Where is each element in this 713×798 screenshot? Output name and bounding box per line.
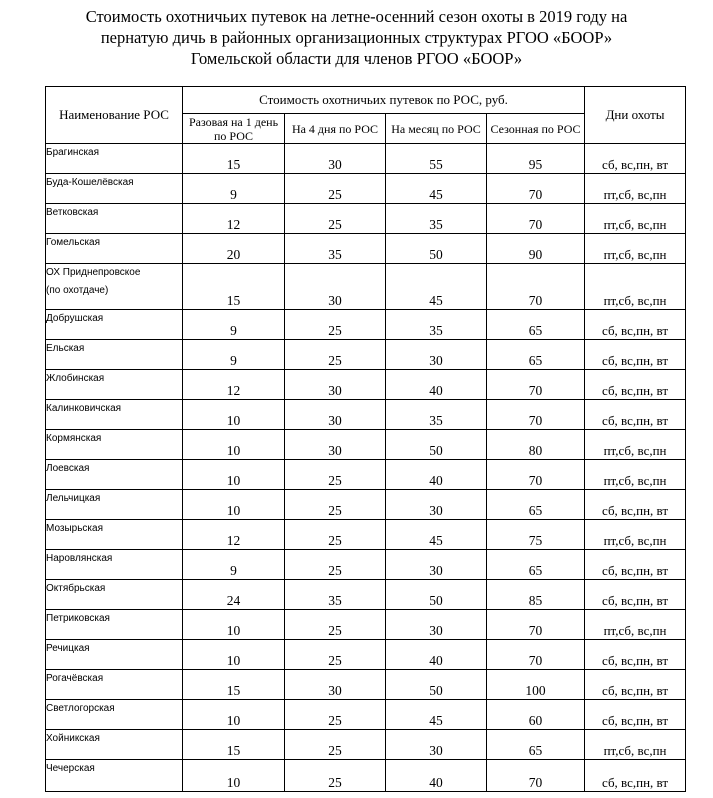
row-hunting-days: пт,сб, вс,пн [585, 234, 686, 264]
row-day-price: 12 [183, 204, 285, 234]
table-row [46, 370, 686, 400]
row-hunting-days: сб, вс,пн, вт [585, 760, 686, 792]
row-name-line-1: ОХ Приднепровское [46, 267, 141, 278]
table-row [46, 580, 686, 610]
row-four-days-price: 25 [285, 550, 386, 580]
table-row [46, 144, 686, 174]
row-month-price: 35 [386, 400, 487, 430]
row-name: Чечерская [46, 760, 183, 792]
table-row [46, 520, 686, 550]
row-season-price: 80 [487, 430, 585, 460]
row-season-price: 85 [487, 580, 585, 610]
row-name: Рогачёвская [46, 670, 183, 700]
row-four-days-price: 25 [285, 204, 386, 234]
row-day-price: 10 [183, 400, 285, 430]
row-month-price: 45 [386, 264, 487, 310]
row-hunting-days: пт,сб, вс,пн [585, 460, 686, 490]
row-four-days-price: 25 [285, 310, 386, 340]
row-four-days-price: 25 [285, 760, 386, 792]
row-day-price: 20 [183, 234, 285, 264]
row-month-price: 30 [386, 340, 487, 370]
row-season-price: 70 [487, 204, 585, 234]
table-row [46, 204, 686, 234]
title-line-3: Гомельской области для членов РГОО «БООР» [190, 49, 523, 68]
row-four-days-price: 25 [285, 174, 386, 204]
row-hunting-days: пт,сб, вс,пн [585, 520, 686, 550]
title-line-1: Стоимость охотничьих путевок на летне-осенний сезон охоты в 2019 году на [85, 7, 628, 26]
row-four-days-price: 25 [285, 610, 386, 640]
title-line-2: пернатую дичь в районных организационных структурах РГОО «БООР» [100, 28, 613, 47]
row-day-price: 10 [183, 760, 285, 792]
row-month-price: 45 [386, 520, 487, 550]
row-four-days-price: 30 [285, 144, 386, 174]
table-row [46, 460, 686, 490]
row-name: Октябрьская [46, 580, 183, 610]
row-name: Ельская [46, 340, 183, 370]
row-day-price: 15 [183, 144, 285, 174]
row-four-days-price: 30 [285, 370, 386, 400]
row-season-price: 70 [487, 610, 585, 640]
row-season-price: 70 [487, 400, 585, 430]
row-day-price: 9 [183, 340, 285, 370]
row-four-days-price: 35 [285, 234, 386, 264]
row-hunting-days: пт,сб, вс,пн [585, 204, 686, 234]
row-month-price: 30 [386, 610, 487, 640]
row-hunting-days: сб, вс,пн, вт [585, 640, 686, 670]
row-name: Буда-Кошелёвская [46, 174, 183, 204]
row-four-days-price: 25 [285, 460, 386, 490]
row-name: Жлобинская [46, 370, 183, 400]
row-season-price: 65 [487, 730, 585, 760]
row-day-price: 10 [183, 610, 285, 640]
row-four-days-price: 25 [285, 640, 386, 670]
row-name: Добрушская [46, 310, 183, 340]
table-row [46, 264, 686, 310]
row-month-price: 45 [386, 174, 487, 204]
row-name: Светлогорская [46, 700, 183, 730]
row-month-price: 35 [386, 310, 487, 340]
row-four-days-price: 35 [285, 580, 386, 610]
row-day-price: 15 [183, 730, 285, 760]
row-name: Лоевская [46, 460, 183, 490]
row-month-price: 40 [386, 760, 487, 792]
row-name: Петриковская [46, 610, 183, 640]
table-row [46, 490, 686, 520]
row-hunting-days: сб, вс,пн, вт [585, 310, 686, 340]
row-day-price: 9 [183, 550, 285, 580]
row-four-days-price: 25 [285, 730, 386, 760]
row-month-price: 30 [386, 730, 487, 760]
table-row [46, 174, 686, 204]
row-hunting-days: сб, вс,пн, вт [585, 400, 686, 430]
table-row [46, 730, 686, 760]
row-day-price: 24 [183, 580, 285, 610]
row-month-price: 50 [386, 670, 487, 700]
row-day-price: 10 [183, 700, 285, 730]
header-single-day: Разовая на 1 день по РОС [183, 114, 285, 144]
row-name: Мозырьская [46, 520, 183, 550]
table-row [46, 610, 686, 640]
row-season-price: 65 [487, 340, 585, 370]
row-season-price: 95 [487, 144, 585, 174]
row-month-price: 40 [386, 370, 487, 400]
row-hunting-days: сб, вс,пн, вт [585, 700, 686, 730]
row-name-line-2: (по охотдаче) [46, 285, 109, 296]
row-name: Гомельская [46, 234, 183, 264]
row-hunting-days: сб, вс,пн, вт [585, 144, 686, 174]
row-season-price: 65 [487, 490, 585, 520]
table-row [46, 400, 686, 430]
row-name: Кормянская [46, 430, 183, 460]
table-row [46, 760, 686, 792]
header-price-group: Стоимость охотничьих путевок по РОС, руб. [183, 87, 585, 114]
row-hunting-days: сб, вс,пн, вт [585, 550, 686, 580]
header-month: На месяц по РОС [386, 114, 487, 144]
row-season-price: 70 [487, 370, 585, 400]
table-row [46, 550, 686, 580]
header-four-days: На 4 дня по РОС [285, 114, 386, 144]
row-name: Наровлянская [46, 550, 183, 580]
row-month-price: 35 [386, 204, 487, 234]
row-four-days-price: 25 [285, 490, 386, 520]
row-day-price: 9 [183, 174, 285, 204]
row-month-price: 55 [386, 144, 487, 174]
row-four-days-price: 30 [285, 264, 386, 310]
row-four-days-price: 25 [285, 340, 386, 370]
table-row [46, 640, 686, 670]
row-month-price: 30 [386, 550, 487, 580]
table-row [46, 234, 686, 264]
table-row [46, 430, 686, 460]
row-hunting-days: сб, вс,пн, вт [585, 670, 686, 700]
row-day-price: 12 [183, 520, 285, 550]
prices-table [45, 86, 686, 792]
row-name [46, 264, 183, 310]
row-hunting-days: сб, вс,пн, вт [585, 490, 686, 520]
row-month-price: 30 [386, 490, 487, 520]
table-row [46, 340, 686, 370]
row-name: Калинковичская [46, 400, 183, 430]
row-four-days-price: 25 [285, 520, 386, 550]
row-hunting-days: сб, вс,пн, вт [585, 370, 686, 400]
row-month-price: 50 [386, 234, 487, 264]
row-season-price: 70 [487, 460, 585, 490]
row-season-price: 90 [487, 234, 585, 264]
row-day-price: 10 [183, 460, 285, 490]
row-hunting-days: пт,сб, вс,пн [585, 430, 686, 460]
row-four-days-price: 25 [285, 700, 386, 730]
header-season: Сезонная по РОС [487, 114, 585, 144]
row-four-days-price: 30 [285, 430, 386, 460]
row-name: Речицкая [46, 640, 183, 670]
row-month-price: 40 [386, 640, 487, 670]
document-title [0, 6, 713, 69]
row-season-price: 70 [487, 640, 585, 670]
row-season-price: 65 [487, 310, 585, 340]
row-day-price: 15 [183, 264, 285, 310]
row-season-price: 70 [487, 264, 585, 310]
row-name: Лельчицкая [46, 490, 183, 520]
row-day-price: 12 [183, 370, 285, 400]
header-days: Дни охоты [585, 87, 686, 144]
row-month-price: 45 [386, 700, 487, 730]
row-day-price: 9 [183, 310, 285, 340]
row-four-days-price: 30 [285, 400, 386, 430]
row-hunting-days: сб, вс,пн, вт [585, 580, 686, 610]
row-month-price: 50 [386, 580, 487, 610]
row-hunting-days: пт,сб, вс,пн [585, 174, 686, 204]
table-row [46, 700, 686, 730]
row-hunting-days: сб, вс,пн, вт [585, 340, 686, 370]
row-name: Ветковская [46, 204, 183, 234]
table-row [46, 310, 686, 340]
row-day-price: 10 [183, 640, 285, 670]
row-name: Хойникская [46, 730, 183, 760]
row-season-price: 70 [487, 174, 585, 204]
row-hunting-days: пт,сб, вс,пн [585, 730, 686, 760]
row-name: Брагинская [46, 144, 183, 174]
row-hunting-days: пт,сб, вс,пн [585, 264, 686, 310]
row-season-price: 70 [487, 760, 585, 792]
header-name: Наименование РОС [46, 87, 183, 144]
row-day-price: 10 [183, 430, 285, 460]
table-row [46, 670, 686, 700]
row-month-price: 40 [386, 460, 487, 490]
row-hunting-days: пт,сб, вс,пн [585, 610, 686, 640]
row-season-price: 75 [487, 520, 585, 550]
row-day-price: 10 [183, 490, 285, 520]
row-season-price: 65 [487, 550, 585, 580]
row-month-price: 50 [386, 430, 487, 460]
row-season-price: 100 [487, 670, 585, 700]
row-day-price: 15 [183, 670, 285, 700]
row-four-days-price: 30 [285, 670, 386, 700]
row-season-price: 60 [487, 700, 585, 730]
